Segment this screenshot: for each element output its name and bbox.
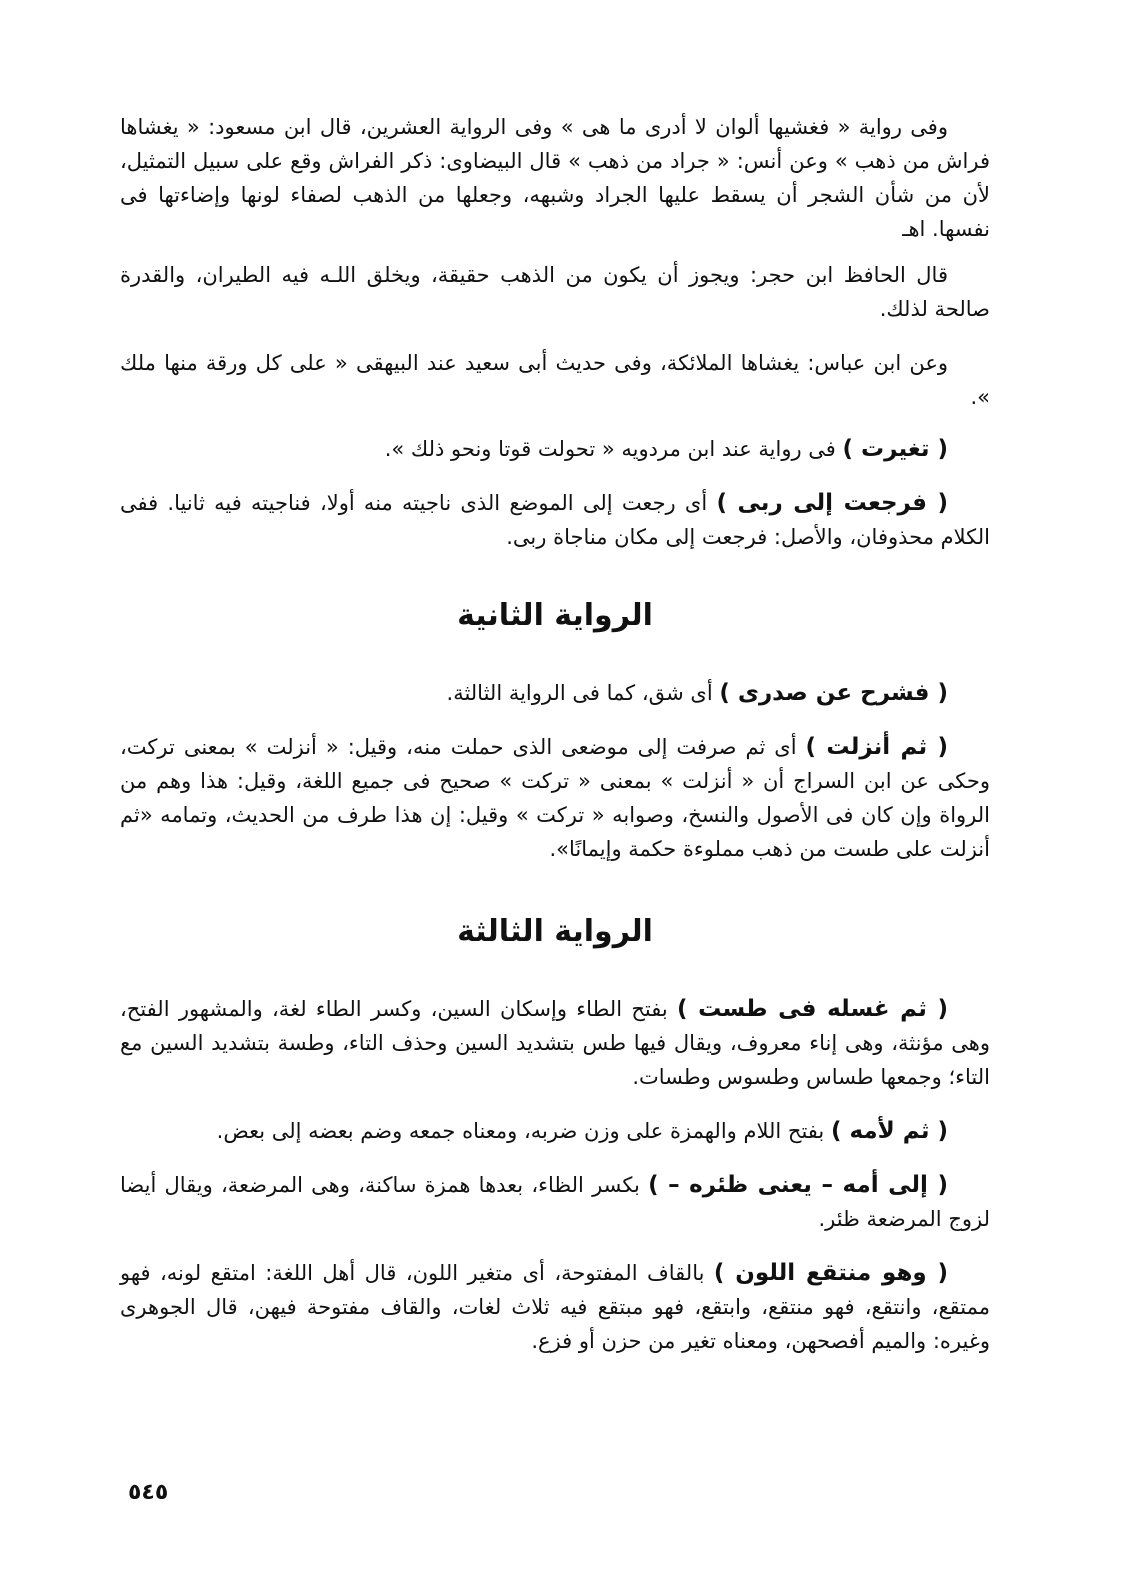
paragraph-9-text: بفتح اللام والهمزة على وزن ضربه، ومعناه جمعه وضم بعضه إلى بعض. <box>216 1119 831 1143</box>
term-fasharaha: ( فشرح عن صدرى ) <box>719 680 948 706</box>
paragraph-10-text: بكسر الظاء، بعدها همزة ساكنة، وهى المرضعة، ويقال أيضا لزوج المرضعة ظئر. <box>120 1173 990 1231</box>
paragraph-9 <box>120 1114 990 1148</box>
paragraph-3 <box>120 346 990 414</box>
term-ghasalahu: ( ثم غسله فى طست ) <box>676 996 948 1022</box>
paragraph-7-text: أى ثم صرفت إلى موضعى الذى حملت منه، وقيل: « أنزلت » بمعنى تركت، وحكى عن ابن السراج أن « أنزلت » بمعنى « تركت » صحيح فى جميع اللغة، وقيل: هذا وهم من الرواة وإن كان فى الأصول والنسخ، وصوابه « تركت » وقيل: إن هذا طرف من الحديث، وتمامه «ثم أنزلت على طست من ذهب مملوءة حكمة وإيمانًا». <box>120 735 990 861</box>
section-heading-third-narration: الرواية الثالثة <box>457 914 653 949</box>
term-taghayyarat: ( تغيرت ) <box>842 436 948 462</box>
term-thumma-unziltu: ( ثم أنزلت ) <box>805 734 948 760</box>
paragraph-1-text: وفى رواية « فغشيها ألوان لا أدرى ما هى » وفى الرواية العشرين، قال ابن مسعود: « يغشاها فراش من ذهب » وعن أنس: « جراد من ذهب » قال البيضاوى: ذكر الفراش وقع على سبيل التمثيل، لأن من شأن الشجر أن يسقط عليها الجراد وشبهه، وجعلها من الذهب لصفاء لونها وإضاءتها فى نفسها. اهـ <box>120 115 990 241</box>
paragraph-5-text: أى رجعت إلى الموضع الذى ناجيته منه أولا، فناجيته فيه ثانيا. ففى الكلام محذوفان، والأصل: فرجعت إلى مكان مناجاة ربى. <box>120 491 990 549</box>
paragraph-6-text: أى شق، كما فى الرواية الثالثة. <box>446 681 720 705</box>
paragraph-11-text: بالقاف المفتوحة، أى متغير اللون، قال أهل اللغة: امتقع لونه، فهو ممتقع، وانتقع، فهو منتقع، وابتقع، فهو مبتقع فيه ثلاث لغات، والقاف مفتوحة فيهن، قال الجوهرى وغيره: والميم أفصحهن، ومعناه تغير من حزن أو فزع. <box>120 1261 990 1353</box>
paragraph-7 <box>120 730 990 866</box>
paragraph-8 <box>120 992 990 1094</box>
section-heading-second-narration: الرواية الثانية <box>457 598 653 633</box>
paragraph-2 <box>120 258 990 326</box>
term-muntaqi: ( وهو منتقع اللون ) <box>713 1260 948 1286</box>
paragraph-2-text: قال الحافظ ابن حجر: ويجوز أن يكون من الذهب حقيقة، ويخلق اللـه فيه الطيران، والقدرة صالحة لذلك. <box>120 263 990 321</box>
page-body <box>120 110 990 1530</box>
term-ila-ummihi: ( إلى أمه – يعنى ظئره – ) <box>648 1172 948 1198</box>
term-farajatu: ( فرجعت إلى ربى ) <box>716 490 948 516</box>
paragraph-3-text: وعن ابن عباس: يغشاها الملائكة، وفى حديث أبى سعيد عند البيهقى « على كل ورقة منها ملك ». <box>120 351 990 409</box>
term-laamahu: ( ثم لأمه ) <box>830 1118 948 1144</box>
paragraph-6 <box>120 676 990 710</box>
paragraph-1 <box>120 110 990 246</box>
paragraph-10 <box>120 1168 990 1236</box>
paragraph-4-text: فى رواية عند ابن مردويه « تحولت قوتا ونحو ذلك ». <box>384 437 843 461</box>
paragraph-8-text: بفتح الطاء وإسكان السين، وكسر الطاء لغة، والمشهور الفتح، وهى مؤنثة، وهى إناء معروف، ويقال فيها طس بتشديد السين وحذف التاء، وطسة بتشديد السين مع التاء؛ وجمعها طساس وطسوس وطسات. <box>120 997 990 1089</box>
page-number: ٥٤٥ <box>128 1480 169 1505</box>
paragraph-11 <box>120 1256 990 1358</box>
paragraph-5 <box>120 486 990 554</box>
paragraph-4 <box>120 432 990 466</box>
